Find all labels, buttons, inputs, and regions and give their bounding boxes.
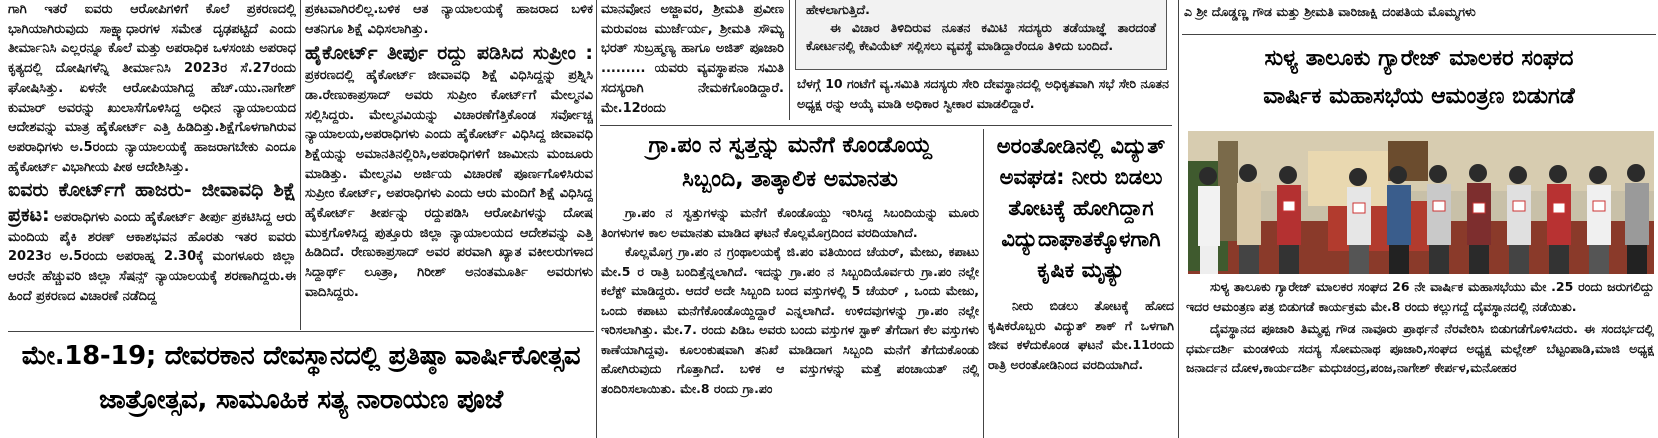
- headline-temple-line-2: ಜಾತ್ರೋತ್ಸವ, ಸಾಮೂಹಿಕ ಸತ್ಯ ನಾರಾಯಣ ಪೂಜೆ: [99, 385, 503, 415]
- story-shock: [988, 131, 1174, 438]
- gp-headline-line-1: ಗ್ರಾ.ಪಂ ನ ಸ್ವತ್ತನ್ನು ಮನೆಗೆ ಕೊಂಡೊಯ್ದ: [648, 133, 932, 158]
- column-divider-3: [789, 0, 790, 120]
- col4-paragraph: ಬೆಳಗ್ಗೆ 10 ಗಂಟೆಗೆ ವ್ಯ.ಸಮಿತಿ ಸದಸ್ಯರು ಸೇರಿ ದೇವಸ್ಥಾನದಲ್ಲಿ ಅಧಿಕೃತವಾಗಿ ಸಭೆ ಸೇರಿ ನೂತನ ಅಧ್ಯಕ್ಷ ರನ್ನು ಆಯ್ಕೆ ಮಾಡಿ ಅಧಿಕಾರ ಸ್ವೀಕಾರ ಮಾಡಲಿದ್ದಾರೆ.: [797, 76, 1169, 111]
- garage-paragraph: ದೈವಸ್ಥಾನದ ಪೂಜಾರಿ ತಿಮ್ಮಪ್ಪ ಗೌಡ ನಾವೂರು ಪ್ರಾರ್ಥನೆ ನೆರವೇರಿಸಿ ಬಿಡುಗಡೆಗೊಳಿಸಿದರು. ಈ ಸಂದರ್ಭದಲ್ಲಿ ಧರ್ಮದರ್ಶಿ ಮಂಡಳಿಯ ಸದಸ್ಯ ಸೋಮನಾಥ ಪೂಜಾರಿ,ಸಂಘದ ಅಧ್ಯಕ್ಷ ಮಲ್ಲೇಶ್ ಬೆಟ್ಟಂಪಾಡಿ,ಮಾಜಿ ಅಧ್ಯಕ್ಷ ಜನಾರ್ದನ ದೋಳ,ಕಾರ್ಯದರ್ಶಿ ಮಧುಚಂದ್ರ,ಪಂಜ,ನಾಗೇಶ್ ಕೇರ್ಪಳ,ಮನೋಹರ: [1186, 321, 1654, 375]
- column-2: [305, 0, 593, 330]
- story-gp: [601, 129, 979, 438]
- garage-headline-line-1: ಸುಳ್ಯ ತಾಲೂಕು ಗ್ಯಾರೇಜ್ ಮಾಲಕರ ಸಂಘದ: [1264, 46, 1574, 71]
- column-3-top: [601, 0, 784, 122]
- gp-headline-line-2: ಸಿಬ್ಬಂದಿ, ತಾತ್ಕಾಲಿಕ ಅಮಾನತು: [682, 167, 898, 192]
- col1-subhead-text: ಐವರು ಕೋರ್ಟ್‌ಗೆ ಹಾಜರು- ಜೀವಾವಧಿ ಶಿಕ್ಷೆ ಪ್ರಕಟ:: [8, 179, 296, 227]
- column-1: [8, 0, 296, 326]
- garage-meeting-photo: [1188, 131, 1654, 274]
- shock-headline: ಅರಂತೋಡಿನಲ್ಲಿ ವಿದ್ಯುತ್ ಅವಘಡ: ನೀರು ಬಿಡಲು ತೋಟಕ್ಕೆ ಹೋಗಿದ್ದಾಗ ವಿದ್ಯುದಾಘಾತಕ್ಕೊಳಗಾಗಿ ಕೃಷಿಕ ಮೃತ್ಯು: [996, 134, 1166, 282]
- divider-above-gp-story: [600, 125, 1172, 126]
- gp-paragraph-2: ಕೊಲ್ಲಮೊಗ್ರ ಗ್ರಾ.ಪಂ ನ ಗ್ರಂಥಾಲಯಕ್ಕೆ ಜಿ.ಪಂ ವತಿಯಿಂದ ಚೆಯರ್, ಮೇಜು, ಕಪಾಟು ಮೇ.5 ರ ರಾತ್ರಿ ಬಂದಿತ್ತೆನ್ನಲಾಗಿದೆ. ಇದನ್ನು ಗ್ರಾ.ಪಂ ನ ಸಿಬ್ಬಂದಿಯೊರ್ವರು ಗ್ರಾ.ಪಂ ನಲ್ಲೇ ಕಲೆಕ್ಟ್ ಮಾಡಿದ್ದರು. ಆದರೆ ಅದೇ ಸಿಬ್ಬಂದಿ ಬಂದ ವಸ್ತುಗಳಲ್ಲಿ 5 ಚೆಯರ್ , ಒಂದು ಮೇಜು, ಒಂದು ಕಪಾಟು ಮನೆಗೆಕೊಂಡೊಯ್ದಿದ್ದಾರೆ ಎನ್ನಲಾಗಿದೆ. ಉಳಿದವುಗಳನ್ನು ಗ್ರಾ.ಪಂ ನಲ್ಲೇ ಇರಿಸಲಾಗಿತ್ತು. ಮೇ.7. ರಂದು ಪಿಡಿಒ ಅವರು ಬಂದು ವಸ್ತುಗಳ ಸ್ಟಾಕ್ ತೆಗೆದಾಗ ಕೆಲ ವಸ್ತುಗಳು ಕಾಣೆಯಾಗಿದ್ದವು. ಕೂಲಂಕುಷವಾಗಿ ತನಿಖೆ ಮಾಡಿದಾಗ ಸಿಬ್ಬಂದಿ ಮನೆಗೆ ತೆಗೆದುಕೊಂಡು ಹೋಗಿರುವುದು ಗೊತ್ತಾಗಿದೆ. ಬಳಿಕ ಆ ವಸ್ತುಗಳನ್ನು ಮತ್ತೆ ಪಂಚಾಯತ್ ನಲ್ಲಿ ತಂದಿರಿಸಲಾಯಿತು. ಮೇ.8 ರಂದು ಗ್ರಾ.ಪಂ: [601, 244, 979, 396]
- gp-paragraph-1: ಗ್ರಾ.ಪಂ ನ ಸ್ವತ್ತುಗಳನ್ನು ಮನೆಗೆ ಕೊಂಡೊಯ್ದು ಇರಿಸಿದ್ದ ಸಿಬಂದಿಯನ್ನು ಮೂರು ತಿಂಗಳುಗಳ ಕಾಲ ಅಮಾನತು ಮಾಡಿದ ಘಟನೆ ಕೊಲ್ಲಮೊಗ್ರದಿಂದ ವರದಿಯಾಗಿದೆ.: [601, 205, 979, 240]
- story-garage-body: [1186, 277, 1654, 438]
- divider-above-garage: [1182, 34, 1656, 35]
- col1-paragraph-2: ಅಪರಾಧಿಗಳು ಎಂದು ಹೈಕೋರ್ಟ್ ತೀರ್ಪು ಪ್ರಕಟಿಸಿದ್ದ ಆರು ಮಂದಿಯ ಪೈಕಿ ಶರಣ್ ಆಕಾಶಭವನ ಹೊರತು ಇತರ ಐವರು 2023ರ ಅ.5ರಂದು ಅಪರಾಹ್ನ 2.30ಕ್ಕೆ ಮಂಗಳೂರು ಜಿಲ್ಲಾ ಆರನೇ ಹೆಚ್ಚುವರಿ ಜಿಲ್ಲಾ ಸೆಷನ್ಸ್ ನ್ಯಾಯಾಲಯಕ್ಕೆ ಶರಣಾಗಿದ್ದರು.ಈ ಹಿಂದೆ ಪ್ರಕರಣದ ವಿಚಾರಣೆ ನಡೆದಿದ್ದ: [8, 210, 296, 304]
- column-divider-4: [983, 129, 984, 438]
- shock-paragraph: ನೀರು ಬಿಡಲು ತೋಟಕ್ಕೆ ಹೋದ ಕೃಷಿಕರೊಬ್ಬರು ವಿದ್ಯುತ್ ಶಾಕ್ ಗೆ ಒಳಗಾಗಿ ಜೀವ ಕಳೆದುಕೊಂಡ ಘಟನೆ ಮೇ.11ರಂದು ರಾತ್ರಿ ಅರಂತೋಡಿನಿಂದ ವರದಿಯಾಗಿದೆ.: [988, 298, 1174, 372]
- box-line-1: ಹೇಳಲಾಗುತ್ತಿದೆ.: [806, 2, 870, 17]
- column-4-under-box: [797, 74, 1169, 120]
- col1-subhead: [8, 178, 296, 306]
- col2-paragraph-2: ಪ್ರಕರಣದಲ್ಲಿ ಹೈಕೋರ್ಟ್ ಜೀವಾವಧಿ ಶಿಕ್ಷೆ ವಿಧಿಸಿದ್ದನ್ನು ಪ್ರಶ್ನಿಸಿ ಡಾ.ರೇಣುಕಾಪ್ರಸಾದ್ ಅವರು ಸುಪ್ರೀಂ ಕೋರ್ಟ್‌ಗೆ ಮೇಲ್ಮನವಿ ಸಲ್ಲಿಸಿದ್ದರು. ಮೇಲ್ಮನವಿಯನ್ನು ವಿಚಾರಣೆಗೆತ್ತಿಕೊಂಡ ಸರ್ವೋಚ್ಚ ನ್ಯಾಯಾಲಯ,ಅಪರಾಧಿಗಳು ಎಂದು ಹೈಕೋರ್ಟ್ ವಿಧಿಸಿದ್ದ ಜೀವಾವಧಿ ಶಿಕ್ಷೆಯನ್ನು ಅಮಾನತಿನಲ್ಲಿರಿಸಿ,ಅಪರಾಧಿಗಳಿಗೆ ಜಾಮೀನು ಮಂಜೂರು ಮಾಡಿತ್ತು. ಮೇಲ್ಮನವಿ ಅರ್ಜಿಯ ವಿಚಾರಣೆ ಪೂರ್ಣಗೊಳಿಸಿರುವ ಸುಪ್ರೀಂ ಕೋರ್ಟ್, ಅಪರಾಧಿಗಳು ಎಂದು ಆರು ಮಂದಿಗೆ ಶಿಕ್ಷೆ ವಿಧಿಸಿದ್ದ ಹೈಕೋರ್ಟ್ ತೀರ್ಪನ್ನು ರದ್ದುಪಡಿಸಿ ಆರೋಪಿಗಳನ್ನು ದೋಷ ಮುಕ್ತಗೊಳಿಸಿದ್ದ ಪುತ್ತೂರು ಜಿಲ್ಲಾ ನ್ಯಾಯಾಲಯದ ಆದೇಶವನ್ನು ಎತ್ತಿ ಹಿಡಿದಿದೆ. ರೇಣುಕಾಪ್ರಸಾದ್ ಅವರ ಪರವಾಗಿ ಖ್ಯಾತ ವಕೀಲರುಗಳಾದ ಸಿದ್ದಾರ್ಥ್ ಲೂತ್ರಾ, ಗಿರೀಶ್ ಅನಂತಮೂರ್ತಿ ಅವರುಗಳು ವಾದಿಸಿದ್ದರು.: [305, 68, 593, 300]
- garage-caption: ಸುಳ್ಯ ತಾಲೂಕು ಗ್ಯಾರೇಜ್ ಮಾಲಕರ ಸಂಘದ 26 ನೇ ವಾರ್ಷಿಕ ಮಹಾಸಭೆಯು ಮೇ .25 ರಂದು ಜರುಗಲಿದ್ದು ಇದರ ಆಮಂತ್ರಣ ಪತ್ರ ಬಿಡುಗಡೆ ಕಾರ್ಯಕ್ರಮ ಮೇ.8 ರಂದು ಕಲ್ಲುಗದ್ದೆ ದೈವಸ್ಥಾನದಲ್ಲಿ ನಡೆಯಿತು.: [1186, 279, 1654, 314]
- box-paragraph: ಈ ವಿಚಾರ ತಿಳಿದಿರುವ ನೂತನ ಕಮಿಟಿ ಸದಸ್ಯರು ತಡೆಯಾಜ್ಞೆ ತಾರದಂತೆ ಕೋರ್ಟನಲ್ಲಿ ಕೇವಿಯೆಟ್ ಸಲ್ಲಿಸಲು ವ್ಯವಸ್ಥೆ ಮಾಡಿದ್ದಾರೆಂದೂ ತಿಳಿದು ಬಂದಿದೆ.: [806, 20, 1156, 53]
- column-divider-1: [300, 0, 301, 330]
- column-divider-2: [596, 0, 597, 438]
- garage-headline-line-2: ವಾರ್ಷಿಕ ಮಹಾಸಭೆಯ ಆಮಂತ್ರಣ ಬಿಡುಗಡೆ: [1263, 84, 1575, 109]
- story-garage-headline: [1182, 40, 1656, 130]
- column-divider-5: [1178, 0, 1179, 438]
- col2-paragraph-1: ಪ್ರಕಟವಾಗಿರಲಿಲ್ಲ.ಬಳಿಕ ಆತ ನ್ಯಾಯಾಲಯಕ್ಕೆ ಹಾಜರಾದ ಬಳಿಕ ಆತನಿಗೂ ಶಿಕ್ಷೆ ವಿಧಿಸಲಾಗಿತ್ತು.: [305, 2, 593, 37]
- garage-top-line: [1184, 2, 1654, 26]
- divider-above-bottom-headline: [8, 331, 594, 332]
- bottom-left-headline: [8, 334, 594, 438]
- headline-temple-line-1: ಮೇ.18-19; ದೇವರಕಾನ ದೇವಸ್ಥಾನದಲ್ಲಿ ಪ್ರತಿಷ್ಠಾ ವಾರ್ಷಿಕೋತ್ಸವ: [21, 341, 581, 371]
- garage-top-line-prefix: ಎ: [1184, 4, 1197, 19]
- col2-subhead: ಹೈಕೋರ್ಟ್ ತೀರ್ಪು ರದ್ದು ಪಡಿಸಿದ ಸುಪ್ರೀಂ :: [305, 42, 593, 65]
- col2-subhead-para: [305, 41, 593, 302]
- info-box: [795, 0, 1167, 70]
- garage-top-line-text: ಶ್ರೀ ದೊಡ್ಡಣ್ಣ ಗೌಡ ಮತ್ತು ಶ್ರೀಮತಿ ವಾರಿಜಾಕ್ಷಿ ದಂಪತಿಯ ಮೊಮ್ಮಗಳು: [1196, 4, 1476, 19]
- col3-paragraph: ಮಾನವೋನ ಅಜ್ಜಾವರ, ಶ್ರೀಮತಿ ಪ್ರವೀಣ ಮರುವಂಜ ಮುರ್ಜೆರ್ಯ, ಶ್ರೀಮತಿ ಸೌಮ್ಯ ಭರತ್ ಸುಬ್ರಹ್ಮಣ್ಯ ಹಾಗೂ ಅಜಿತ್ ಪೂಜಾರಿ ......... ಯವರು ವ್ಯವಸ್ಥಾಪನಾ ಸಮಿತಿ ಸದಸ್ಯರಾಗಿ ನೇಮಕಗೊಂಡಿದ್ದಾರೆ. ಮೇ.12ರಂದು: [601, 2, 784, 116]
- col1-paragraph: ಗಾಗಿ ಇತರೆ ಐವರು ಆರೋಪಿಗಳಿಗೆ ಕೊಲೆ ಪ್ರಕರಣದಲ್ಲಿ ಭಾಗಿಯಾಗಿರುವುದು ಸಾಕ್ಷ್ಯಾಧಾರಗಳ ಸಮೇತ ದೃಢಪಟ್ಟಿದೆ ಎಂದು ತೀರ್ಮಾನಿಸಿ ಎಲ್ಲರನ್ನೂ ಕೊಲೆ ಮತ್ತು ಅಪರಾಧಿಕ ಒಳಸಂಚು ಅಪರಾಧ ಕೃತ್ಯದಲ್ಲಿ ದೋಷಿಗಳೆನ್ನಿ ತೀರ್ಮಾನಿಸಿ 2023ರ ಸೆ.27ರಂದು ಘೋಷಿಸಿತ್ತು. ಏಳನೇ ಆರೋಪಿಯಾಗಿದ್ದ ಹೆಚ್.ಯು.ನಾಗೇಶ್ ಕುಮಾರ್ ಅವರನ್ನು ಖುಲಾಸೆಗೊಳಿಸಿದ್ದ ಅಧೀನ ನ್ಯಾಯಾಲಯದ ಆದೇಶವನ್ನು ಮಾತ್ರ ಹೈಕೋರ್ಟ್ ಎತ್ತಿ ಹಿಡಿದಿತ್ತು.ಶಿಕ್ಷೆಗೊಳಗಾಗಿರುವ ಅಪರಾಧಿಗಳು ಅ.5ರಂದು ನ್ಯಾಯಾಲಯಕ್ಕೆ ಹಾಜರಾಗಬೇಕು ಎಂದೂ ಹೈಕೋರ್ಟ್ ವಿಭಾಗೀಯ ಪೀಠ ಆದೇಶಿಸಿತ್ತು.: [8, 2, 296, 175]
- photo-illustration: [1188, 131, 1654, 274]
- garage-top-text: [1184, 2, 1654, 22]
